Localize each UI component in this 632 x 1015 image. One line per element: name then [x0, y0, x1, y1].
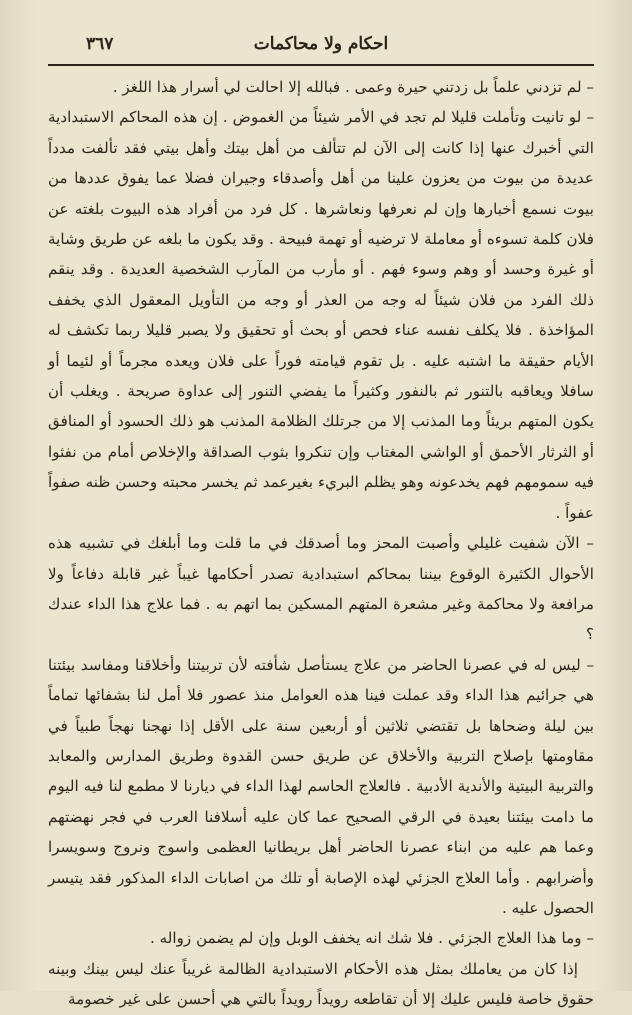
page-header [48, 30, 594, 60]
header-rule [48, 64, 594, 66]
body-text [48, 72, 594, 1015]
paragraph: – الآن شفيت غليلي وأصبت المحز وما أصدقك في ما قلت وما أبلغك في تشبيه هذه الأحوال الكثيرة الوقوع بيننا بمحاكم استبدادية تصدر أحكامها غيباً غير قابلة دفاعاً ولا مرافعة ولا محاكمة وغير مشعرة المتهم المسكين بما اتهم به . فما علاج هذا الداء عندك ؟ [48, 534, 594, 644]
paragraph: – ليس له في عصرنا الحاضر من علاج يستأصل شأفته لأن تربيتنا وأخلاقنا ومفاسد بيئتنا هي جرائيم هذا الداء وقد عملت فينا هذه العوامل منذ عصور فلا أمل لنا بشفائها تماماً بين ليلة وضحاها بل تقتضي ثلاثين أو أربعين سنة على الأقل إذا نهجنا نهجاً طبياً في مقاومتها بإصلاح التربية والأخلاق عن طريق حسن القدوة وطريق المدارس والمعابد والتربية البيتية والأندية الأدبية . فالعلاج الحاسم لهذا الداء في ديارنا لا مطمع لنا فيه اليوم ما دامت بيئتنا بعيدة في الرقي الصحيح عما كان عليه أسلافنا العرب في فجر نهضتهم وعما هم عليه من ابناء عصرنا الحاضر أهل بريطانيا العظمى واسوج ونروج وسويسرا وأضرابهم . وأما العلاج الجزئي لهذه الإصابة أو تلك من اصابات الداء المذكور فقد يتيسر الحصول عليه . [48, 655, 594, 917]
paragraph: – وما هذا العلاج الجزئي . فلا شك انه يخفف الوبل وإن لم يضمن زواله . [149, 929, 594, 948]
page-number: ٣٦٧ [86, 34, 114, 54]
paragraph: إذا كان من يعاملك بمثل هذه الأحكام الاستبدادية الظالمة غريباً عنك ليس بينك وبينه حقوق خاصة فليس عليك إلا أن تقاطعه رويداً رويداً بالتي هي أحسن على غير خصومة [48, 959, 594, 1009]
running-title: احكام ولا محاكمات [253, 34, 389, 54]
paragraph: – لم تزدني علماً بل زدتني حيرة وعمى . فبالله إلا احالت لي أسرار هذا اللغز . [112, 78, 594, 96]
paragraph: – لو تانيت وتأملت قليلا لم تجد في الأمر شيئاً من الغموض . إن هذه المحاكم الاستبدادية التي أخبرك عنها إذا كانت إلى الآن لم تتألف من أهل بيتك وأهل بيتي فقد تألفت مدداً عديدة من بيوت من يعزون علينا من أهل وأصدقاء وجيران فضلا عما يفوق عددها من بيوت نسمع أخبارها وإن لم نعرفها ونعاشرها . كل فرد من أفراد هذه البيوت بلغته عن فلان كلمة تسوءه أو معاملة لا ترضيه أو تهمة فبيحة . وقد يكون ما بلغه عن طريق وشاية أو غيرة وحسد أو وهم وسوء فهم . أو مأرب من المآرب الشخصية العديدة . وقد ينقم ذلك الفرد من فلان شيئاً له وجه من العذر أو وجه من التأويل المعقول الذي يخفف المؤاخذة . فلا يكلف نفسه عناء فحص أو بحث أو تحقيق ولا يصبر قليلا ربما تكشف له الأيام حقيقة ما اشتبه عليه . بل تقوم قيامته فوراً على فلان ويعده مجرماً أو لئيما أو سافلا ويعاقبه بالتنور ثم بالنفور وكثيراً ما يفضي التنور إلى عداوة صريحة . ويغلب أن يكون المتهم بريئاً وما المذنب إلا من جرتلك الظلامة المذنب هو ذلك الحسود أو المنافق أو الثرثار الأحمق أو الواشي المغتاب وإن تنكروا بثوب الصداقة والإخلاص أمام من نفثوا فيه سمومهم فهم يخدعونه وهو يظلم البريء بغيرعمد ثم يخسر محبته وحسن ظنه صفواً عفواً . [48, 108, 594, 522]
